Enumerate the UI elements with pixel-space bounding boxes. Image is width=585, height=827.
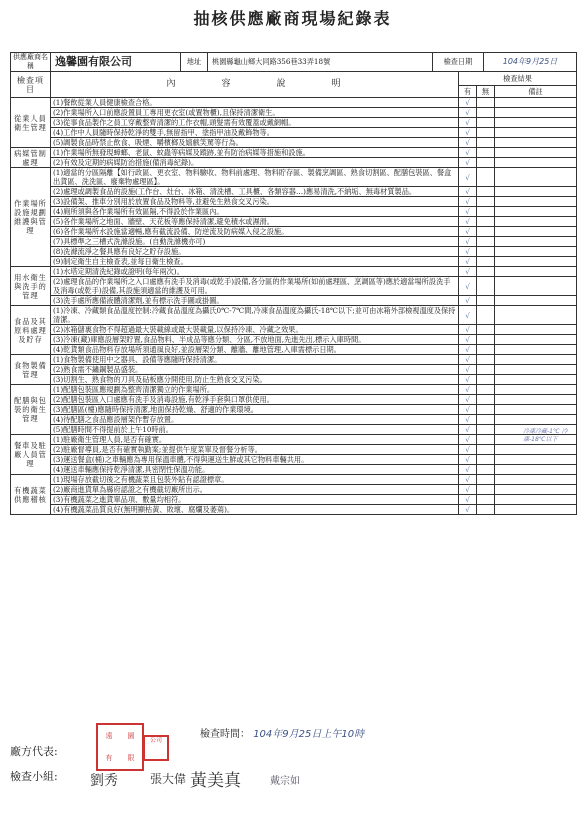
result-no-cell	[477, 495, 495, 505]
result-note-cell	[495, 345, 577, 355]
item-text: (4)工作中人員隨時保持乾淨的雙手,無留指甲、塗指甲油及戴飾物等。	[51, 128, 459, 138]
table-row	[11, 237, 577, 247]
result-note-cell	[495, 465, 577, 475]
table-row	[11, 306, 577, 325]
result-no-cell	[477, 415, 495, 425]
result-no-cell	[477, 505, 495, 515]
result-no-cell	[477, 306, 495, 325]
item-text: (2)作業場所入口前應設置員工專用更衣室(或置物櫃),且保持清潔衛生。	[51, 108, 459, 118]
item-text: (6)各作業場所水設施當適暢,應有截流設備、防逆流及防病媒入侵之設施。	[51, 227, 459, 237]
category-label: 有機蔬菜供應稽核	[11, 475, 51, 515]
item-text: (4)運送車輛應保持乾淨清潔,具密閉性保溫功能。	[51, 465, 459, 475]
check-mark-icon: √	[465, 187, 470, 196]
result-note-cell	[495, 485, 577, 495]
result-no-cell	[477, 187, 495, 197]
result-no-cell	[477, 168, 495, 187]
result-no-cell	[477, 277, 495, 296]
result-no-cell	[477, 296, 495, 306]
check-mark-icon: √	[465, 355, 470, 364]
result-no-cell	[477, 325, 495, 335]
factory-representative-label: 廠方代表:	[10, 745, 58, 758]
result-no-cell	[477, 475, 495, 485]
check-mark-icon: √	[465, 395, 470, 404]
category-label: 病媒管制處理	[11, 148, 51, 168]
table-row	[11, 325, 577, 335]
item-text: (4)待配膳之食品應設層架作暫存放置。	[51, 415, 459, 425]
table-row	[11, 435, 577, 445]
table-row	[11, 138, 577, 148]
result-note-cell	[495, 227, 577, 237]
check-mark-icon: √	[465, 197, 470, 206]
item-text: (4)廁所須與各作業場所有效區隔,不得設於作業區內。	[51, 207, 459, 217]
item-text: (2)駐廠督導員,是否有確實執勤案;並提供午度菜單及督餐分析等。	[51, 445, 459, 455]
company-seal: 遠 園 有 限	[96, 723, 144, 771]
result-note-cell	[495, 128, 577, 138]
table-row	[11, 365, 577, 375]
item-text: (1)食物製備使用中之器具、設備等應隨時保持清潔。	[51, 355, 459, 365]
check-mark-icon: √	[465, 237, 470, 246]
result-no-cell	[477, 355, 495, 365]
col-note-header: 備註	[495, 86, 577, 98]
result-note-cell	[495, 257, 577, 267]
result-no-cell	[477, 237, 495, 247]
result-no-cell	[477, 108, 495, 118]
inspection-time-value: 104年9月25日上午10時	[253, 729, 365, 740]
check-mark-icon: √	[465, 296, 470, 305]
category-label: 從業人員衛生管理	[11, 98, 51, 148]
result-no-cell	[477, 257, 495, 267]
item-text: (4)乾貨類食品物料存放場所須通風良好,並設層架分類、離牆、離地管理,入庫需標示日期。	[51, 345, 459, 355]
item-text: (2)廠商進貨單為縣府認證之有機截切廠所出示。	[51, 485, 459, 495]
result-note-cell	[495, 505, 577, 515]
check-mark-icon: √	[465, 148, 470, 157]
result-no-cell	[477, 335, 495, 345]
check-mark-icon: √	[465, 310, 470, 320]
result-note-cell	[495, 495, 577, 505]
result-note-cell	[495, 475, 577, 485]
result-no-cell	[477, 435, 495, 445]
table-row	[11, 375, 577, 385]
item-text: (1)水塔定期清洗紀錄或證明(每年兩次)。	[51, 267, 459, 277]
table-row	[11, 207, 577, 217]
table-row	[11, 158, 577, 168]
item-text: (2)處理或調製食品的設施(工作台、灶台、冰箱、清洗槽、工具櫃、各類容器…)應易清洗,不納垢、無毒材質製品。	[51, 187, 459, 197]
col-item-header: 檢查項目	[11, 72, 51, 98]
result-note-cell	[495, 237, 577, 247]
result-note-cell	[495, 445, 577, 455]
company-seal-small: 公司	[143, 735, 169, 761]
col-no-header: 無	[477, 86, 495, 98]
result-note-cell	[495, 207, 577, 217]
result-note-cell	[495, 306, 577, 325]
table-row	[11, 257, 577, 267]
check-mark-icon: √	[465, 257, 470, 266]
signature: 張大偉	[150, 772, 187, 786]
table-row	[11, 495, 577, 505]
item-text: (3)洗手處所應備液體清潔劑,並有標示洗手圖或掛圖。	[51, 296, 459, 306]
check-mark-icon: √	[465, 405, 470, 414]
result-no-cell	[477, 158, 495, 168]
result-note-cell	[495, 158, 577, 168]
inspection-time: 檢查時間： 104年9月25日上午10時	[200, 729, 365, 740]
table-row	[11, 395, 577, 405]
table-row	[11, 98, 577, 108]
result-note-cell	[495, 375, 577, 385]
item-text: (5)配膳時間不得提前於上午10時前。	[51, 425, 459, 435]
result-note-cell	[495, 405, 577, 415]
address-label: 地址	[181, 53, 208, 71]
result-note-cell	[495, 277, 577, 296]
category-label: 餐車及駐廠人員管理	[11, 435, 51, 475]
table-row	[11, 148, 577, 158]
item-text: (1)適當的分區隔離【如行政區、更衣室、物料驗收、物料前處理、物料貯存區、製備烹調區、熟食切割區、配膳包裝區、餐盒出貨區、洗洗區、廢棄物處理區】。	[51, 168, 459, 187]
col-result-header: 檢查結果	[459, 72, 577, 86]
result-no-cell	[477, 425, 495, 435]
result-note-cell	[495, 267, 577, 277]
col-yes-header: 有	[459, 86, 477, 98]
table-row	[11, 465, 577, 475]
item-text: (4)有機蔬菜品質良好(無明顯枯黃、敗壞、腐爛及萎蔫)。	[51, 505, 459, 515]
check-mark-icon: √	[465, 455, 470, 464]
check-mark-icon: √	[465, 281, 470, 291]
result-note-cell	[495, 385, 577, 395]
check-mark-icon: √	[465, 247, 470, 256]
result-note-cell	[495, 168, 577, 187]
result-no-cell	[477, 207, 495, 217]
result-no-cell	[477, 405, 495, 415]
check-mark-icon: √	[465, 415, 470, 424]
table-row	[11, 485, 577, 495]
table-row	[11, 217, 577, 227]
check-mark-icon: √	[465, 375, 470, 384]
check-mark-icon: √	[465, 485, 470, 494]
item-text: (1)冷凍、冷藏類食品溫度控制:冷藏食品溫度為攝氏0℃-7℃間,冷凍食品溫度為攝氏-18℃以下;並可由冰箱外部檢視溫度及保持清潔。	[51, 306, 459, 325]
item-text: (1)駐廠衛生管理人員,是否有確實。	[51, 435, 459, 445]
table-row	[11, 345, 577, 355]
table-row	[11, 405, 577, 415]
table-row	[11, 475, 577, 485]
result-note-cell	[495, 296, 577, 306]
result-no-cell	[477, 395, 495, 405]
result-note-cell	[495, 217, 577, 227]
result-no-cell	[477, 118, 495, 128]
item-text: (3)從事食品製作之員工穿戴整齊清潔的工作衣帽,頭髮需有效覆蓋或戴網帽。	[51, 118, 459, 128]
table-row	[11, 296, 577, 306]
item-text: (1)配膳包裝區應規劃為整齊清潔獨立的作業場所。	[51, 385, 459, 395]
item-text: (3)切割生、熟食物的刀具及砧板應分開使用,防止生熟食交叉污染。	[51, 375, 459, 385]
item-text: (2)熟食需不鏽鋼製品盛裝。	[51, 365, 459, 375]
result-no-cell	[477, 445, 495, 455]
date-label: 檢查日期	[433, 53, 484, 71]
category-label: 食物製備管理	[11, 355, 51, 385]
result-note-cell	[495, 325, 577, 335]
item-text: (1)作業場所無發現蟑螂、老鼠、蚊蟲等病媒及蹤跡,並有防治病媒等措施和設施。	[51, 148, 459, 158]
result-no-cell	[477, 455, 495, 465]
check-mark-icon: √	[465, 475, 470, 484]
check-mark-icon: √	[465, 227, 470, 236]
check-mark-icon: √	[465, 335, 470, 344]
result-no-cell	[477, 465, 495, 475]
supplier-label: 供應廠商名稱	[11, 53, 51, 72]
item-text: (2)處理食品的作業場所之入口處應有洗手及消毒(或乾手)設備,各分區的作業場所(如前處理區、烹調區等)應於適當場所設洗手及消毒(或乾手)設備,其設施須適當的維護及可用。	[51, 277, 459, 296]
result-no-cell	[477, 128, 495, 138]
table-row	[11, 385, 577, 395]
result-no-cell	[477, 485, 495, 495]
result-note-cell	[495, 138, 577, 148]
item-text: (7)具標準之三槽式洗滌設施。(自動洗滌機亦可)	[51, 237, 459, 247]
item-text: (3)運送餐盒(桶)之車輛應為專用保溫車體,不得與運送生鮮或其它物料車輛共用。	[51, 455, 459, 465]
check-mark-icon: √	[465, 118, 470, 127]
col-content-header: 內 容 說 明	[51, 72, 459, 98]
result-note-cell	[495, 118, 577, 128]
check-mark-icon: √	[465, 108, 470, 117]
check-mark-icon: √	[465, 207, 470, 216]
table-row	[11, 425, 577, 435]
table-row	[11, 455, 577, 465]
result-no-cell	[477, 98, 495, 108]
result-note-cell	[495, 415, 577, 425]
table-row	[11, 277, 577, 296]
result-no-cell	[477, 227, 495, 237]
result-no-cell	[477, 247, 495, 257]
check-mark-icon: √	[465, 445, 470, 454]
check-mark-icon: √	[465, 267, 470, 276]
table-row	[11, 197, 577, 207]
check-mark-icon: √	[465, 325, 470, 334]
check-mark-icon: √	[465, 385, 470, 394]
result-no-cell	[477, 138, 495, 148]
table-row	[11, 445, 577, 455]
result-note-cell	[495, 98, 577, 108]
result-note-cell	[495, 455, 577, 465]
result-no-cell	[477, 375, 495, 385]
item-text: (3)冷凍(藏)庫應設層架貯置,食品物料、半成品等應分類、分區,不放地面,先進先出,標示入庫時間。	[51, 335, 459, 345]
signature: 戴宗如	[270, 776, 300, 787]
table-row	[11, 335, 577, 345]
item-text: (3)有機蔬菜之進貨單品項、數量均相符。	[51, 495, 459, 505]
table-row	[11, 355, 577, 365]
result-note-cell	[495, 197, 577, 207]
item-text: (1)餐飲從業人員健康檢查合格。	[51, 98, 459, 108]
category-label: 作業場所設施規劃維護與管理	[11, 168, 51, 267]
result-note-cell	[495, 108, 577, 118]
item-text: (2)有效及定期的病媒防治措施(備消毒紀錄)。	[51, 158, 459, 168]
result-no-cell	[477, 267, 495, 277]
item-text: (3)配膳區(檯)應隨時保持清潔,地面保持乾燥、舒適的作業環境。	[51, 405, 459, 415]
result-note-cell	[495, 365, 577, 375]
table-row	[11, 108, 577, 118]
check-mark-icon: √	[465, 495, 470, 504]
result-note-cell	[495, 187, 577, 197]
result-no-cell	[477, 197, 495, 207]
item-text: (2)配膳包裝區入口處應有洗手及消毒設施,有乾淨手套與口罩供使用。	[51, 395, 459, 405]
result-note-cell	[495, 148, 577, 158]
category-label: 食品及其原料處理及貯存	[11, 306, 51, 355]
check-mark-icon: √	[465, 217, 470, 226]
table-row	[11, 128, 577, 138]
result-no-cell	[477, 217, 495, 227]
signature: 劉秀	[90, 773, 118, 789]
table-row	[11, 415, 577, 425]
result-note-cell	[495, 335, 577, 345]
check-mark-icon: √	[465, 98, 470, 107]
result-note-cell	[495, 395, 577, 405]
item-text: (3)設備架、推車分別用於放置食品及物料等,並避免生熟食交叉污染。	[51, 197, 459, 207]
address: 桃園縣龜山鄉大同路356巷33弄18號	[208, 53, 433, 71]
table-row	[11, 505, 577, 515]
inspection-time-label: 檢查時間	[200, 729, 240, 740]
inspection-table	[10, 52, 577, 515]
table-row	[11, 247, 577, 257]
category-label: 用水衛生與洗手的管理	[11, 267, 51, 306]
check-mark-icon: √	[465, 435, 470, 444]
check-mark-icon: √	[465, 425, 470, 434]
item-text: (2)冰箱儲裏食物不得超過最大裝載線或最大裝載量,以保持冷凍、冷藏之效果。	[51, 325, 459, 335]
result-note-cell	[495, 247, 577, 257]
check-mark-icon: √	[465, 138, 470, 147]
check-mark-icon: √	[465, 465, 470, 474]
item-text: (5)調製食品時禁止飲食、吸煙、嚼檳榔及嬉戲笑罵等行為。	[51, 138, 459, 148]
result-no-cell	[477, 385, 495, 395]
table-row	[11, 267, 577, 277]
item-text: (9)制定衛生自主檢查表,並每日衛生檢查。	[51, 257, 459, 267]
check-mark-icon: √	[465, 345, 470, 354]
date-value: 104年9月25日	[502, 57, 558, 66]
check-mark-icon: √	[465, 158, 470, 167]
document-title: 抽核供應廠商現場紀錄表	[193, 9, 392, 28]
check-mark-icon: √	[465, 172, 470, 182]
signature: 黃美真	[190, 771, 241, 791]
check-mark-icon: √	[465, 365, 470, 374]
inspection-team-label: 檢查小組:	[10, 770, 58, 783]
category-label: 配膳與包裝的衛生管理	[11, 385, 51, 435]
table-row	[11, 227, 577, 237]
item-text: (1)現場存放截切後之有機蔬菜且包裝外貼有認證標章。	[51, 475, 459, 485]
check-mark-icon: √	[465, 505, 470, 514]
table-row	[11, 118, 577, 128]
item-text: (5)各作業場所之地面、牆壁、天花板等應保持清潔,避免積水或濕滑。	[51, 217, 459, 227]
supplier-name: 逸馨園有限公司	[51, 53, 181, 71]
table-row	[11, 168, 577, 187]
check-mark-icon: √	[465, 128, 470, 137]
result-note-cell	[495, 355, 577, 365]
table-row	[11, 187, 577, 197]
result-no-cell	[477, 148, 495, 158]
item-text: (8)洗滌流淨之餐具應有良好之貯存設施。	[51, 247, 459, 257]
handwritten-note: 冷凍冷藏-1℃ 冷凍-18℃以下	[523, 428, 568, 443]
result-no-cell	[477, 365, 495, 375]
result-no-cell	[477, 345, 495, 355]
